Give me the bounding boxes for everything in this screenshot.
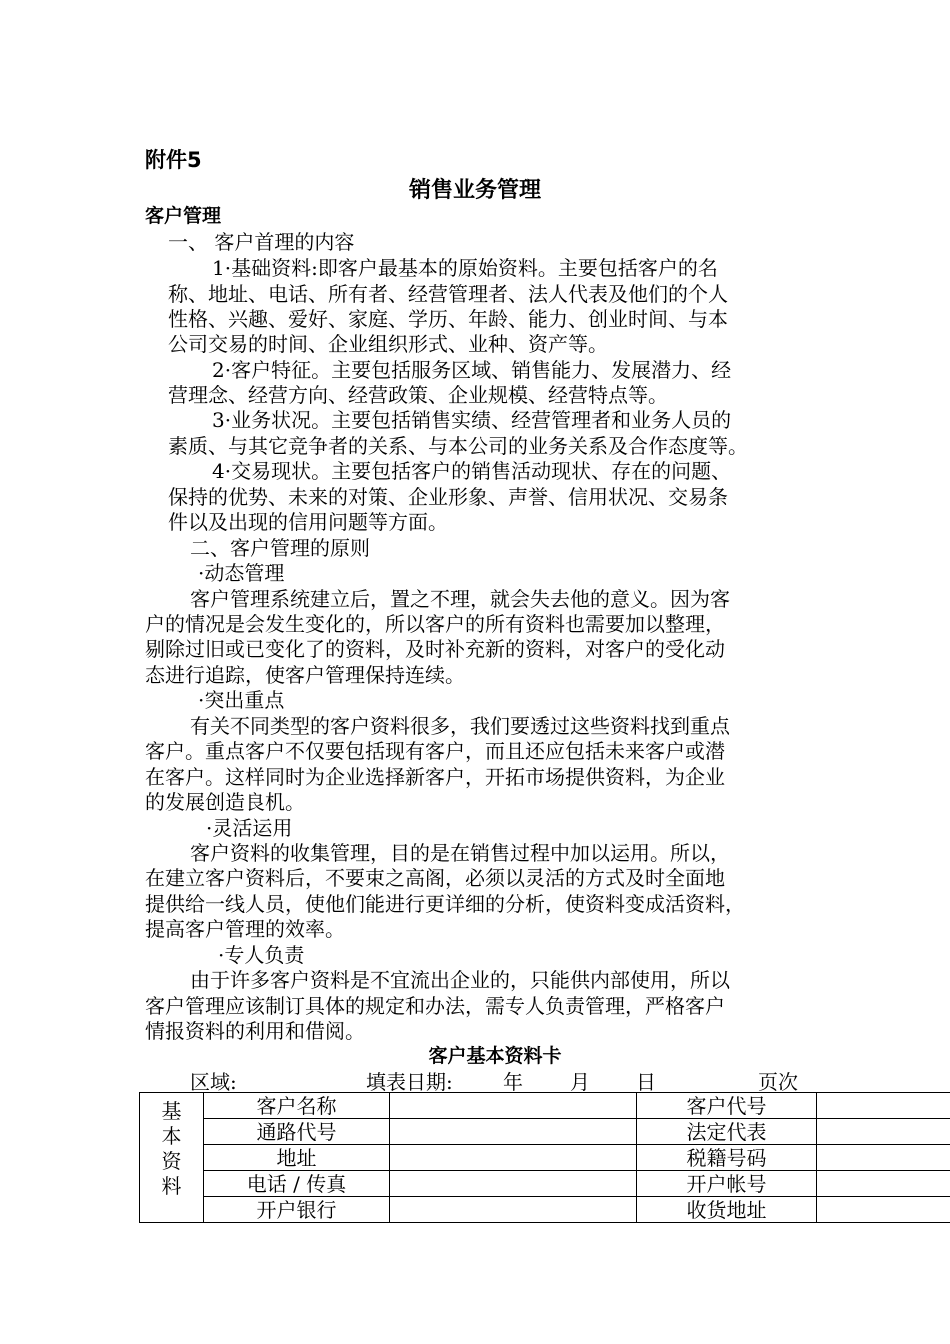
document-title: 销售业务管理: [408, 178, 541, 203]
part1-heading: 一、 客户首理的内容: [168, 230, 355, 254]
group-label-cell: [140, 1093, 204, 1223]
principle-dedicated-line: 客户管理应该制订具体的规定和办法，需专人负责管理，严格客户: [145, 994, 725, 1018]
field-value[interactable]: [817, 1093, 950, 1119]
principle-title-dedicated: ·专人负责: [218, 943, 305, 967]
principle-title-focus: ·突出重点: [198, 688, 285, 712]
principle-dynamic-line: 剔除过旧或已变化了的资料，及时补充新的资料，对客户的受化动: [145, 637, 725, 661]
attachment-label: 附件5: [145, 148, 202, 172]
principle-flexible-line: 客户资料的收集管理，目的是在销售过程中加以运用。所以，: [190, 841, 730, 865]
item2-line: 2·客户特征。主要包括服务区域、销售能力、发展潜力、经: [212, 358, 732, 382]
item3-line: 素质、与其它竞争者的关系、与本公司的业务关系及合作态度等。: [168, 434, 748, 458]
year-label: 年: [503, 1070, 523, 1094]
principle-flexible-line: 在建立客户资料后，不要束之高阁，必须以灵活的方式及时全面地: [145, 866, 725, 890]
part2-heading: 二、客户管理的原则: [190, 536, 370, 560]
field-value[interactable]: [390, 1093, 637, 1119]
principle-focus-line: 有关不同类型的客户资料很多，我们要透过这些资料找到重点: [190, 714, 730, 738]
principle-dynamic-line: 户的情况是会发生变化的，所以客户的所有资料也需要加以整理，: [145, 612, 725, 636]
field-value[interactable]: [817, 1119, 950, 1145]
principle-dynamic-line: 态进行追踪，使客户管理保持连续。: [145, 663, 465, 687]
group-label-char: 资: [161, 1149, 182, 1173]
field-label: 客户代号: [637, 1093, 817, 1119]
card-title: 客户基本资料卡: [428, 1045, 562, 1067]
principle-flexible-line: 提供给一线人员，使他们能进行更详细的分析，使资料变成活资料，: [145, 892, 745, 916]
field-value[interactable]: [390, 1145, 637, 1171]
item1-line: 性格、兴趣、爱好、家庭、学历、年龄、能力、创业时间、与本: [168, 307, 728, 331]
principle-dynamic-line: 客户管理系统建立后，置之不理，就会失去他的意义。因为客: [190, 587, 730, 611]
principle-focus-line: 在客户。这样同时为企业选择新客户，开拓市场提供资料，为企业: [145, 765, 725, 789]
field-label: 通路代号: [204, 1119, 390, 1145]
field-value[interactable]: [390, 1171, 637, 1197]
day-label: 日: [636, 1070, 656, 1094]
month-label: 月: [570, 1070, 590, 1094]
field-label: 开户帐号: [637, 1171, 817, 1197]
fill-date-label: 填表日期:: [366, 1070, 453, 1094]
field-label: 开户银行: [204, 1197, 390, 1223]
group-label-char: 本: [161, 1124, 182, 1148]
field-label: 税籍号码: [637, 1145, 817, 1171]
field-label: 电话 / 传真: [204, 1171, 390, 1197]
region-label: 区域:: [190, 1070, 237, 1094]
item4-line: 保持的优势、未来的对策、企业形象、声誉、信用状况、交易条: [168, 485, 728, 509]
item1-line: 称、地址、电话、所有者、经营管理者、法人代表及他们的个人: [168, 282, 728, 306]
group-label-char: 基: [161, 1099, 182, 1123]
item3-line: 3·业务状况。主要包括销售实绩、经营管理者和业务人员的: [212, 408, 732, 432]
field-value[interactable]: [390, 1119, 637, 1145]
field-value[interactable]: [817, 1145, 950, 1171]
item4-line: 件以及出现的信用问题等方面。: [168, 510, 448, 534]
item1-line: 1·基础资料:即客户最基本的原始资料。主要包括客户的名: [212, 256, 718, 280]
field-value[interactable]: [817, 1197, 950, 1223]
field-value[interactable]: [817, 1171, 950, 1197]
principle-focus-line: 客户。重点客户不仅要包括现有客户，而且还应包括未来客户或潜: [145, 739, 725, 763]
principle-dedicated-line: 由于许多客户资料是不宜流出企业的，只能供内部使用，所以: [190, 968, 730, 992]
field-label: 法定代表: [637, 1119, 817, 1145]
item1-line: 公司交易的时间、企业组织形式、业种、资产等。: [168, 332, 608, 356]
item2-line: 营理念、经营方向、经营政策、企业规模、经营特点等。: [168, 383, 668, 407]
principle-flexible-line: 提高客户管理的效率。: [145, 917, 345, 941]
table-row: [140, 1171, 950, 1197]
principle-title-dynamic: ·动态管理: [198, 561, 285, 585]
field-label: 收货地址: [637, 1197, 817, 1223]
principle-title-flexible: ·灵活运用: [206, 816, 293, 840]
table-row: [140, 1197, 950, 1223]
principle-dedicated-line: 情报资料的利用和借阅。: [145, 1019, 365, 1043]
field-label: 客户名称: [204, 1093, 390, 1119]
principle-focus-line: 的发展创造良机。: [145, 790, 305, 814]
section-heading: 客户管理: [145, 205, 222, 227]
item4-line: 4·交易现状。主要包括客户的销售活动现状、存在的问题、: [212, 459, 732, 483]
page-label: 页次: [758, 1070, 798, 1094]
table-row: [140, 1093, 950, 1119]
table-row: [140, 1145, 950, 1171]
field-label: 地址: [204, 1145, 390, 1171]
group-label-char: 料: [161, 1174, 182, 1198]
field-value[interactable]: [390, 1197, 637, 1223]
table-row: [140, 1119, 950, 1145]
customer-info-table: [139, 1092, 950, 1223]
